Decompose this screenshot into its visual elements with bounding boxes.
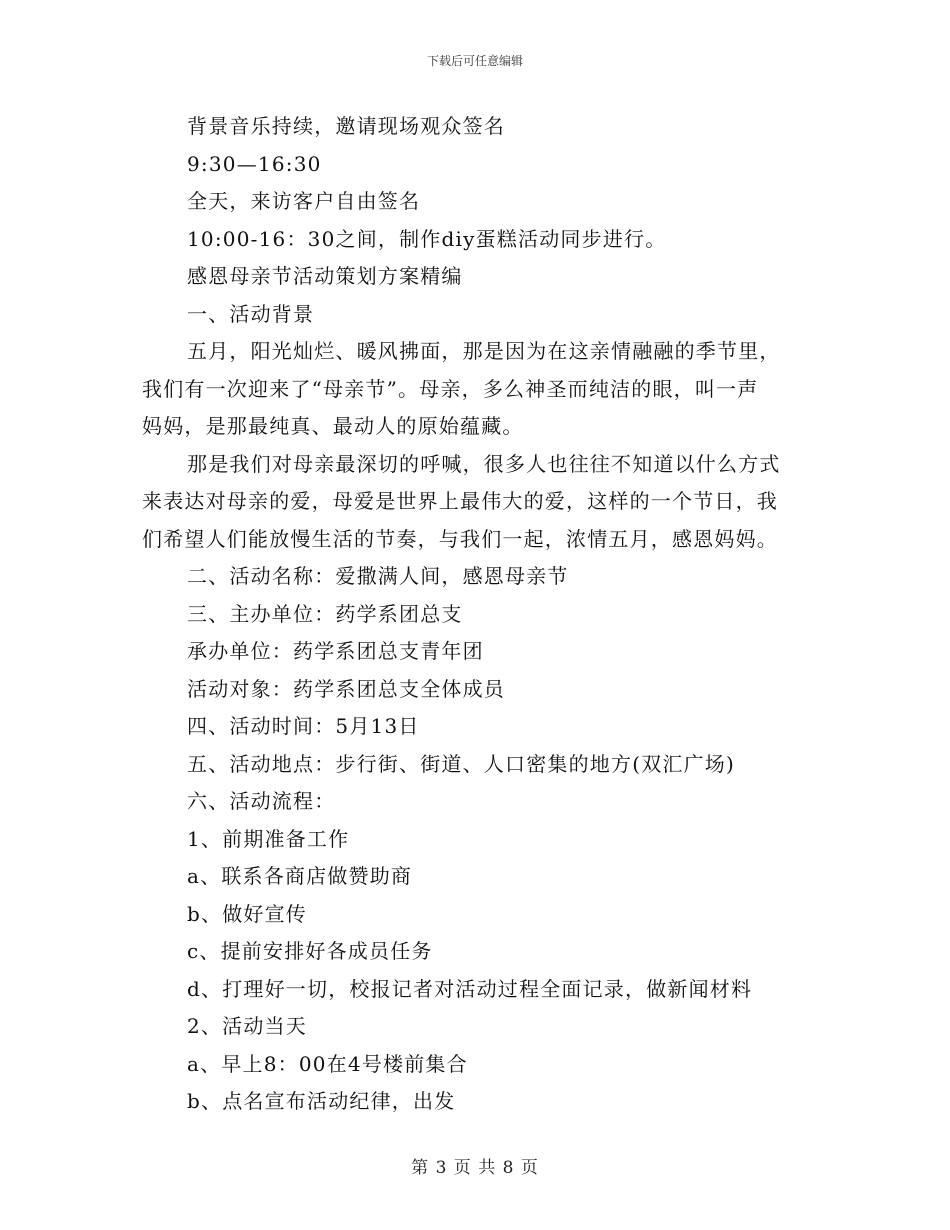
text-line: b、做好宣传 [187, 901, 308, 926]
page-footer: 第 3 页 共 8 页 [411, 1158, 539, 1178]
text-line: 9:30—16:30 [187, 151, 322, 176]
paragraph-line: 来表达对母亲的爱，母爱是世界上最伟大的爱，这样的一个节日，我 [142, 489, 778, 513]
text-line: 三、主办单位：药学系团总支 [187, 601, 463, 626]
text-line: 承办单位：药学系团总支青年团 [187, 639, 484, 663]
paragraph-background [142, 333, 808, 446]
paragraph-love [142, 446, 808, 559]
text-line: 全天，来访客户自由签名 [187, 189, 421, 213]
document-body [142, 108, 808, 1121]
text-line: c、提前安排好各成员任务 [187, 939, 433, 963]
text-line: 四、活动时间：5月13日 [187, 714, 420, 738]
section-title: 感恩母亲节活动策划方案精编 [187, 264, 463, 288]
section-heading: 一、活动背景 [187, 301, 315, 326]
text-line: 活动对象：药学系团总支全体成员 [187, 676, 505, 701]
paragraph-line: 们希望人们能放慢生活的节奏，与我们一起，浓情五月，感恩妈妈。 [142, 526, 778, 551]
text-line: a、早上8：00在4号楼前集合 [187, 1051, 468, 1076]
text-line: 2、活动当天 [187, 1014, 307, 1038]
paragraph-line: 我们有一次迎来了“母亲节”。母亲，多么神圣而纯洁的眼，叫一声 [142, 376, 759, 401]
text-line: 背景音乐持续，邀请现场观众签名 [187, 114, 505, 138]
text-line: 二、活动名称：爱撒满人间，感恩母亲节 [187, 564, 569, 588]
paragraph-line: 五月，阳光灿烂、暖风拂面，那是因为在这亲情融融的季节里， [187, 339, 781, 363]
paragraph-line: 妈妈，是那最纯真、最动人的原始蕴藏。 [142, 414, 524, 438]
text-line: 10:00-16：30之间，制作diy蛋糕活动同步进行。 [187, 226, 667, 251]
text-line: 六、活动流程： [187, 789, 336, 813]
text-line: d、打理好一切，校报记者对活动过程全面记录，做新闻材料 [187, 976, 753, 1001]
text-line: 1、前期准备工作 [187, 826, 350, 851]
paragraph-line: 那是我们对母亲最深切的呼喊，很多人也往往不知道以什么方式 [187, 451, 781, 476]
text-line: a、联系各商店做赞助商 [187, 864, 413, 888]
page-header: 下载后可任意编辑 [426, 54, 523, 68]
text-line: 五、活动地点：步行街、街道、人口密集的地方(双汇广场) [187, 751, 736, 776]
text-line: b、点名宣布活动纪律，出发 [187, 1089, 456, 1113]
